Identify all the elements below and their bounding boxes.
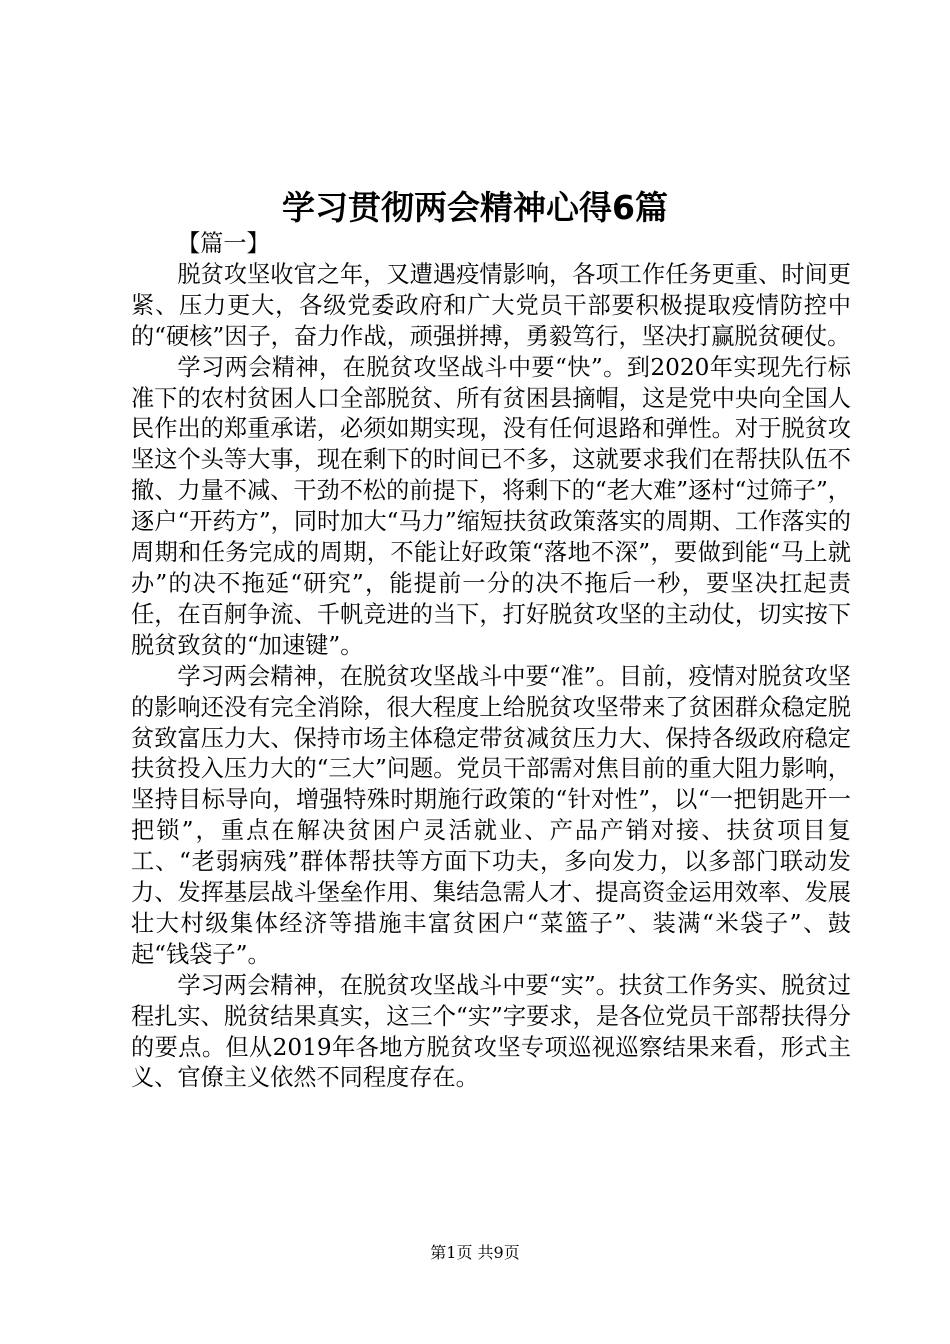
document-body	[131, 229, 851, 1094]
paragraph: 学习两会精神，在脱贫攻坚战斗中要“实”。扶贫工作务实、脱贫过程扎实、脱贫结果真实，这三个“实”字要求，是各位党员干部帮扶得分的要点。但从2019年各地方脱贫攻坚专项巡视巡察结果来看，形式主义、官僚主义依然不同程度存在。	[131, 971, 851, 1092]
page-footer: 第1页 共9页	[430, 1243, 520, 1262]
paragraph: 学习两会精神，在脱贫攻坚战斗中要“快”。到2020年实现先行标准下的农村贫困人口全部脱贫、所有贫困县摘帽，这是党中央向全国人民作出的郑重承诺，必须如期实现，没有任何退路和弹性。对于脱贫攻坚这个头等大事，现在剩下的时间已不多，这就要求我们在帮扶队伍不撤、力量不减、干劲不松的前提下，将剩下的“老大难”逐村“过筛子”，逐户“开药方”，同时加大“马力”缩短扶贫政策落实的周期、工作落实的周期和任务完成的周期，不能让好政策“落地不深”，要做到能“马上就办”的决不拖延“研究”，能提前一分的决不拖后一秒，要坚决扛起责任，在百舸争流、千帆竞进的当下，打好脱贫攻坚的主动仗，切实按下脱贫致贫的“加速键”。	[131, 353, 851, 659]
document-title: 学习贯彻两会精神心得6篇	[282, 188, 668, 227]
section-label: 【篇一】	[177, 230, 270, 257]
paragraph: 学习两会精神，在脱贫攻坚战斗中要“准”。目前，疫情对脱贫攻坚的影响还没有完全消除，很大程度上给脱贫攻坚带来了贫困群众稳定脱贫致富压力大、保持市场主体稳定带贫减贫压力大、保持各级政府稳定扶贫投入压力大的“三大”问题。党员干部需对焦目前的重大阻力影响，坚持目标导向，增强特殊时期施行政策的“针对性”，以“一把钥匙开一把锁”，重点在解决贫困户灵活就业、产品产销对接、扶贫项目复工、“老弱病残”群体帮扶等方面下功夫，多向发力，以多部门联动发力、发挥基层战斗堡垒作用、集结急需人才、提高资金运用效率、发展壮大村级集体经济等措施丰富贫困户“菜篮子”、装满“米袋子”、鼓起“钱袋子”。	[131, 662, 851, 968]
paragraph: 脱贫攻坚收官之年，又遭遇疫情影响，各项工作任务更重、时间更紧、压力更大，各级党委政府和广大党员干部要积极提取疫情防控中的“硬核”因子，奋力作战，顽强拼搏，勇毅笃行，坚决打赢脱贫硬仗。	[131, 260, 851, 350]
